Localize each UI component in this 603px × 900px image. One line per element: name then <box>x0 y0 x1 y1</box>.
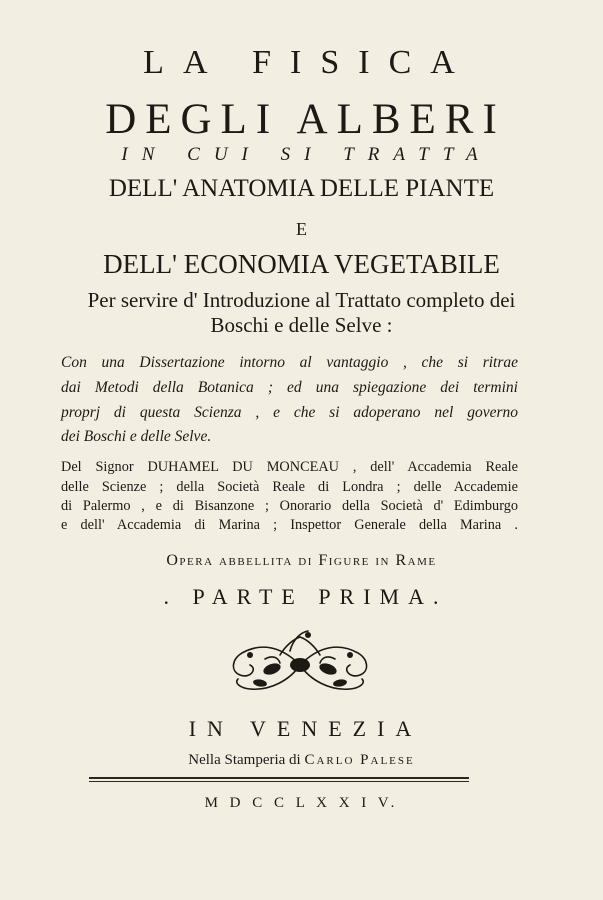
illustrations-note: Opera abbellita di Figure in Rame <box>166 552 437 569</box>
author-line: delle Scienze ; della Società Reale di Londra ; delle Accademie <box>61 479 518 495</box>
printers-ornament-icon <box>220 625 380 703</box>
subtitle-anatomia: DELL' ANATOMIA DELLE PIANTE <box>108 175 495 202</box>
dissertation-line: dei Boschi e delle Selve. <box>61 428 212 445</box>
author-line: di Palermo , e di Bisanzone ; Onorario della Società d' Edimburgo <box>61 498 518 514</box>
title-degli-alberi: DEGLI ALBERI <box>105 96 506 143</box>
printer-prefix: Nella Stamperia di <box>188 752 301 768</box>
author-line: e dell' Accademia di Marina ; Inspettor Generale della Marina . <box>61 517 518 533</box>
printer-name: Carlo Palese <box>304 752 415 768</box>
author-line: Del Signor DUHAMEL DU MONCEAU , dell' Accademia Reale <box>61 459 518 475</box>
dissertation-line: Con una Dissertazione intorno al vantaggio , che si ritrae <box>61 354 518 371</box>
thick-rule <box>89 777 469 779</box>
dissertation-line: proprj di questa Scienza , e che si adoperano nel governo <box>61 404 518 421</box>
imprint-city: IN VENEZIA <box>188 716 423 741</box>
imprint-date: M D C C L X X I V. <box>204 795 399 811</box>
subtitle-conjunction: E <box>296 219 307 239</box>
dissertation-line: dai Metodi della Botanica ; ed una spiegazione dei termini <box>61 379 518 396</box>
title-la-fisica: LA FISICA <box>143 44 474 81</box>
purpose-line-1: Per servire d' Introduzione al Trattato completo dei <box>87 288 516 312</box>
thin-rule <box>89 781 469 782</box>
purpose-line-2: Boschi e delle Selve : <box>210 313 393 337</box>
subtitle-in-cui-si-tratta: IN CUI SI TRATTA <box>121 144 492 165</box>
subtitle-economia: DELL' ECONOMIA VEGETABILE <box>103 249 500 279</box>
imprint-printer <box>0 752 603 769</box>
part-one-heading: . PARTE PRIMA. <box>163 584 448 609</box>
